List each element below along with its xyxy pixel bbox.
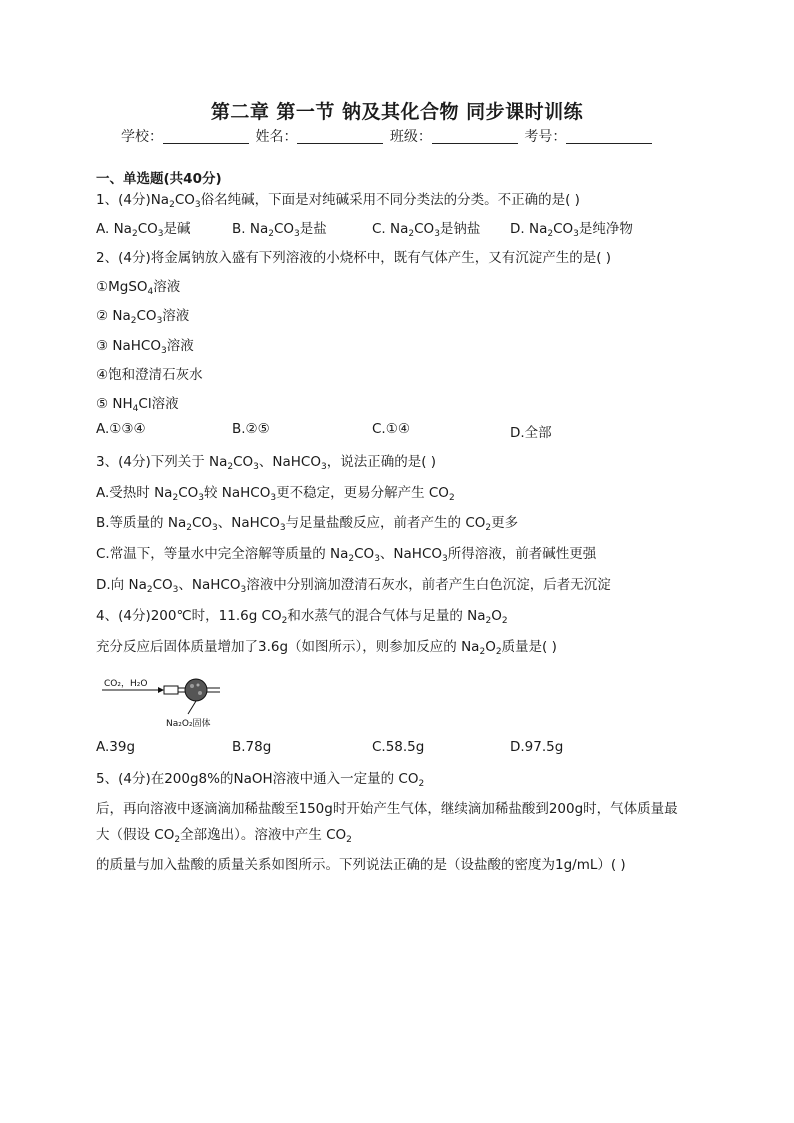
question-2-item-5: ⑤ $NH_4Cl$溶液 (96, 396, 179, 414)
option-b[interactable]: B. $Na_2CO_3$是盐 (232, 221, 327, 239)
question-3-option-c[interactable]: C.常温下，等量水中完全溶解等质量的 $Na_2CO_3$、NaHCO$_3$所得溶液，前者碱性更强 (96, 546, 597, 564)
option-b[interactable]: B.78g (232, 739, 272, 755)
question-3-stem: 3、(4分)下列关于 $Na_2CO_3$、NaHCO$_3$，说法正确的是( ) (96, 454, 437, 472)
exam-no-label: 考号： (524, 129, 567, 145)
section-heading: 一、单选题(共40分) (96, 171, 222, 187)
option-b[interactable]: B.②⑤ (232, 421, 270, 437)
school-label: 学校： (121, 129, 163, 145)
exam-no-field[interactable] (566, 129, 652, 144)
solid-sample (185, 679, 207, 701)
question-3-option-d[interactable]: D.向 $Na_2CO_3$、NaHCO$_3$溶液中分别滴加澄清石灰水，前者产生白色沉淀，后者无沉淀 (96, 577, 611, 595)
question-1-stem: 1、(4分)$Na_2CO_3$俗名纯碱，下面是对纯碱采用不同分类法的分类。不正确的是( ) (96, 192, 580, 210)
question-2-stem: 2、(4分)将金属钠放入盛有下列溶液的小烧杯中，既有气体产生，又有沉淀产生的是( ) (96, 250, 612, 266)
reaction-tube-figure (100, 674, 230, 730)
sample-texture (198, 691, 202, 695)
option-c[interactable]: C. $Na_2CO_3$是钠盐 (372, 221, 481, 239)
tube-stopper (164, 686, 178, 694)
gas-label: CO₂，H₂O (104, 679, 148, 689)
class-field[interactable] (432, 129, 518, 144)
option-a[interactable]: A.①③④ (96, 421, 146, 437)
student-info-row (121, 126, 654, 146)
page-title: 第二章 第一节 钠及其化合物 同步课时训练 (210, 101, 584, 123)
sample-texture (190, 684, 194, 688)
option-c[interactable]: C.①④ (372, 421, 410, 437)
option-c[interactable]: C.58.5g (372, 739, 425, 755)
question-2-item-4: ④饱和澄清石灰水 (96, 367, 203, 383)
label-pointer (188, 701, 196, 714)
question-2-item-2: ② $Na_2CO_3$溶液 (96, 308, 190, 326)
question-5-line-1: 5、(4分)在200g8%的NaOH溶液中通入一定量的 $CO_2$ (96, 771, 425, 789)
solid-label: Na₂O₂固体 (166, 719, 211, 729)
option-a[interactable]: A. $Na_2CO_3$是碱 (96, 221, 191, 239)
option-d[interactable]: D. $Na_2CO_3$是纯净物 (510, 221, 633, 239)
school-field[interactable] (163, 129, 249, 144)
name-label: 姓名： (255, 129, 298, 145)
question-4-stem: 4、(4分)200℃时，11.6g $CO_2$和水蒸气的混合气体与足量的 $Na_2O_2$ (96, 608, 508, 626)
question-4-stem-line-2: 充分反应后固体质量增加了3.6g（如图所示），则参加反应的 $Na_2O_2$质量是( ) (96, 639, 557, 657)
reaction-tube-diagram (100, 674, 230, 730)
sample-texture (197, 684, 200, 687)
question-5-line-4: 的质量与加入盐酸的质量关系如图所示。下列说法正确的是（设盐酸的密度为1g/mL）( ) (96, 857, 626, 873)
option-d[interactable]: D.97.5g (510, 739, 564, 755)
name-field[interactable] (297, 129, 383, 144)
question-3-option-a[interactable]: A.受热时 $Na_2CO_3$较 NaHCO$_3$更不稳定，更易分解产生 $CO_2$ (96, 485, 455, 503)
option-d[interactable]: D.全部 (510, 425, 552, 441)
class-label: 班级： (389, 129, 432, 145)
question-5-line-3: 大（假设 $CO_2$全部逸出）。溶液中产生 $CO_2$ (96, 827, 352, 845)
arrow-head (158, 687, 164, 693)
option-a[interactable]: A.39g (96, 739, 136, 755)
question-2-item-1: ①MgSO$_4$溶液 (96, 279, 181, 297)
question-3-option-b[interactable]: B.等质量的 $Na_2CO_3$、NaHCO$_3$与足量盐酸反应，前者产生的 $CO_2$更多 (96, 515, 519, 533)
question-5-line-2: 后，再向溶液中逐滴滴加稀盐酸至150g时开始产生气体，继续滴加稀盐酸到200g时，气体质量最 (96, 801, 678, 817)
question-2-item-3: ③ NaHCO$_3$溶液 (96, 338, 194, 356)
